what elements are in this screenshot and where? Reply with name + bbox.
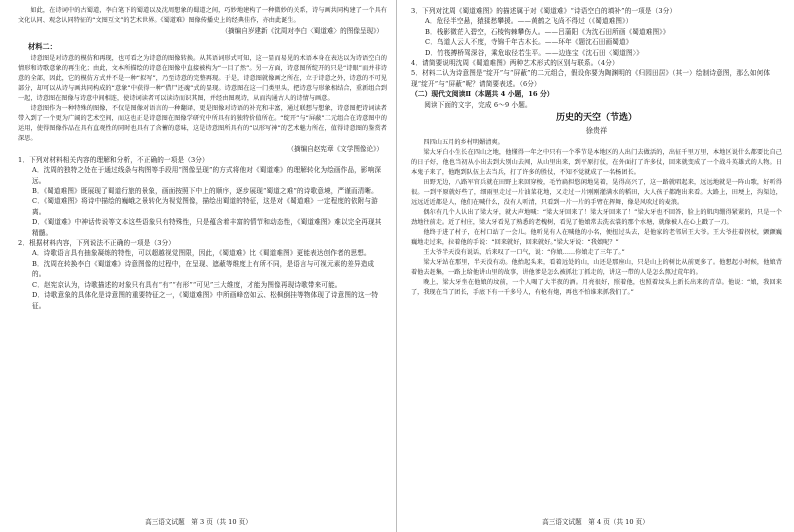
material-2-paragraph: 诗意图作为一种特殊的图像，不仅是图像对语言的一种翻译，更是图像对诗语的补充和丰富，通过联想与想象，诗意图把诗词读者带入到了一个更为广阔的艺术空间，而这也正是诗意图在图像学研究中所具有的独特价值所在。“绽开”与“屏蔽”二元组合在诗意图中的运用，使得图像作品在具有直观性的同时也具有了含蓄的意味，这是诗意图所具有的“以形写神”的艺术魅力所在，值得诗意图的鉴赏者深思。: [18, 105, 387, 143]
citation-1: （摘编自岁建新《沈周对李白〈蜀道难〉的图像呈现》）: [221, 27, 383, 35]
passage-author: 徐贵祥: [585, 126, 608, 136]
question-5: 5．材料二认为诗意图是“绽开”与“屏蔽”的二元组合，假设你要为陶渊明的《归园田居》（其一）绘制诗意图，那么如何体现“绽开”与“屏蔽”呢？请简要表述。（6分）: [411, 69, 771, 88]
intro-paragraph: 如此，在诗词中的古蜀道，李白笔下的蜀道以及沈周想象的蜀道之间，巧妙地建构了一种微妙的关系，诗与画共同构建了一个具有文化认同、观念认同特征的“文图互文”的艺术世界。《蜀道难》图像传播史上的经典佳作，亦由此诞生。: [18, 7, 387, 24]
question-2-option-c: C．赵宪京认为，诗歌描述的对象只有具有“有”“有形”“可见”三大维度，才能为图像再现诗歌带来可能。: [32, 280, 342, 289]
story-passage: [411, 138, 782, 298]
material-2-heading: 材料二：: [28, 42, 57, 52]
material-2-paragraph: 诗意图是对诗意的模仿和再现，也可看之为诗意的图像转换。从其语词形式可知，这一显而易见的术语本身在表达以为诗语空白的情形和诗歌意象的再生化；由此，文本所描绘的诗意在图像中直接被构为“一目了然”。另一方面，诗意图所绽开的只是“诗眼”而并非诗意的全部，因此，它的模仿方式并不是一种“拟写”，乃至诗意的完整再现。于是，诗意图就像画之所在，立于诗意之外，诗意的不可见部分，却可以从诗与画共同构成的“意象”中获得一种“借尸还魂”式的显现。诗意图在这一门类里头，把诗意与形象相结合，重新组合到一起，诗意图在图像与诗意中间相连，使诗词读者可以读诗而识其图，并经由图观诗，从而沟通古人的诗情与画意。: [18, 55, 387, 103]
question-1-option-b: B．《蜀道难图》既展现了蜀道行旅的景象，画面按照下中上的顺序，逐步展现“蜀道之难”的诗歌意境，严谨而清晰。: [32, 187, 378, 196]
right-page: [397, 0, 794, 532]
page-footer-right: 高三语文试题 第 4 页（共 10 页）: [542, 518, 649, 526]
question-1-option-a: A．沈周的独特之处在于通过线条与构图等手段用“图像呈现”的方式将他对《蜀道难》的理解转化为绘画作品，影响深远。: [32, 166, 382, 185]
citation-2: （摘编自赵宪章《文学图像论》）: [287, 145, 383, 154]
question-1-option-c: C．《蜀道难图》将诗中描绘的巍峨之景转化为视觉图像，描绘出蜀道的特征，这是对《蜀道难》一定程度的依附与游离。: [32, 197, 378, 216]
story-paragraph: 他终于进了村子，在村口站了一会儿。他听见有人在喊他的小名，便扭过头去，是他家的老邻居王大爷。王大爷拄着拐杖，颤颤巍巍地走过来，拉着他的手说：“回来就好，回来就好。”梁大牙说：“我娘呢？”: [411, 229, 782, 247]
intro-passage: [18, 6, 387, 26]
question-3: 3．下列对沈周《蜀道难图》的描述属于对《蜀道难》“诗语空白的填补”的一项是（3分）: [411, 7, 677, 15]
story-paragraph: 梁大牙白小生长在四山之地，他懂得一年之中只有一个季节是本地区的人出门去做活的，出征千里万里，本地区说什么都要比自己的日子好，他也当初从小出去到大别山去闯，从山里出来，到平原打仗，在外面打了许多仗，回来就变成了一个战斗英雄式的人物。日本鬼子来了，他跑到队伍上去当兵，打了许多的胜仗，不知不觉就成了一名杨团长。: [411, 149, 782, 177]
question-2-option-d: D．诗歌意象的具体化是诗意图的重要特征之一，《蜀道难图》中所画峰峦如云、松枫倒挂等物体现了诗意图的这一特征。: [32, 291, 379, 310]
question-4: 4．请简要说明沈周《蜀道难图》两种艺术形式的区别与联系。（4分）: [411, 59, 619, 68]
question-3-option-c: C．鸟道人云人不度，寺锦千年古木长。——环年《题沈石田画蜀道》: [425, 38, 633, 47]
passage-title: 历史的天空（节选）: [555, 113, 637, 124]
story-paragraph: 偶尔有几个人认出了梁大牙，就大声地喊：“梁大牙回来了！梁大牙回来了！”梁大牙也不回答，脸上的肌肉绷得紧紧的，只是一个劲地往前走。近了村庄，梁大牙看见了熟悉的老槐树，看见了他娘常去洗衣裳的那个水塘，就像被人在心上戳了一刀。: [411, 209, 782, 227]
story-paragraph: 田野无边，八路军官兵就在田野上来回穿梭，毛竹扁担悠闲地晃着，晃得高兴了，这一路就唱起来，远远地就是一阵山歌，好听得很。一到平原就好些了，细雨里走过一片油菜花地，又走过一片刚刚灌满水的稻田，大人孩子都跑出来看。大路上，田埂上，沟渠边，远远近近都是人，他们在喊什么，没有人听清，只看到一片一片的手臂在挥舞，像是风吹过的麦浪。: [411, 179, 782, 207]
question-3-option-b: B．栈影微茫入碧空，石棱钩棘攀伤人。——吕蒲阳《为沈石田所画《蜀道难图》》: [425, 27, 670, 36]
question-1: 1．下列对材料相关内容的理解和分析，不正确的一项是（3分）: [18, 155, 209, 164]
question-2-option-b: B．沈周在转换李白《蜀道难》诗意图像的过程中，在呈现、遮蔽等维度上有所不同，是语言与可视元素的差异造成的。: [32, 259, 375, 279]
question-3-option-a: A．危径半空悬，猿猱愁攀援。——黄鹤之飞尚不得过（《蜀道难图》）: [425, 17, 633, 26]
question-2: 2．根据材料内容，下列说法不正确的一项是（3分）: [18, 239, 176, 248]
page-footer-left: 高三语文试题 第 3 页（共 10 页）: [145, 518, 252, 526]
story-paragraph: 梁大牙站在那里，半天没有动。他抬起头来，看着远处的山，山还是那座山，只是山上的树比从前更多了。他想起小时候，他娘背着他去赶集，一路上给他讲山里的故事，讲他爹是怎么被抓壮丁抓走的，讲这一带的人是怎么熬过荒年的。: [411, 259, 782, 277]
story-paragraph: 王大爷半天没有说话，后来叹了一口气，说：“你娘……你娘走了三年了。”: [423, 249, 625, 257]
question-1-option-d: D．《蜀道难》中神话传说等文本这些语象只有特殊性，只是蕴含着丰富的情节和动态性，《蜀道难图》难以完全再现其精髓。: [32, 218, 382, 237]
section-heading: （二）现代文阅读Ⅱ（本题共 4 小题，16 分）: [411, 90, 554, 99]
story-paragraph: 晚上，梁大牙坐在他娘的坟前，一个人喝了大半夜的酒。月亮很好，照着他，也照着坟头上新长出来的青草。他说：“娘，我回来了，我现在当了团长，手底下有一千多号人，有枪有炮，再也不怕谁来抓我们了。”: [411, 279, 782, 297]
reading-instruction: 阅读下面的文字，完成 6～9 小题。: [424, 100, 532, 109]
question-2-option-a: A．诗歌语言具有抽象凝练的特性，可以超越视觉图限，因此，《蜀道难》比《蜀道难图》更能表达创作者的思想。: [32, 249, 371, 258]
story-paragraph: 四四山五月的乡村明媚清爽。: [423, 139, 504, 147]
question-3-option-d: D．竹筏搏桥驾深谷，乘危取径若生平。——边连宝《沈石田〈蜀道图〉》: [425, 48, 643, 57]
